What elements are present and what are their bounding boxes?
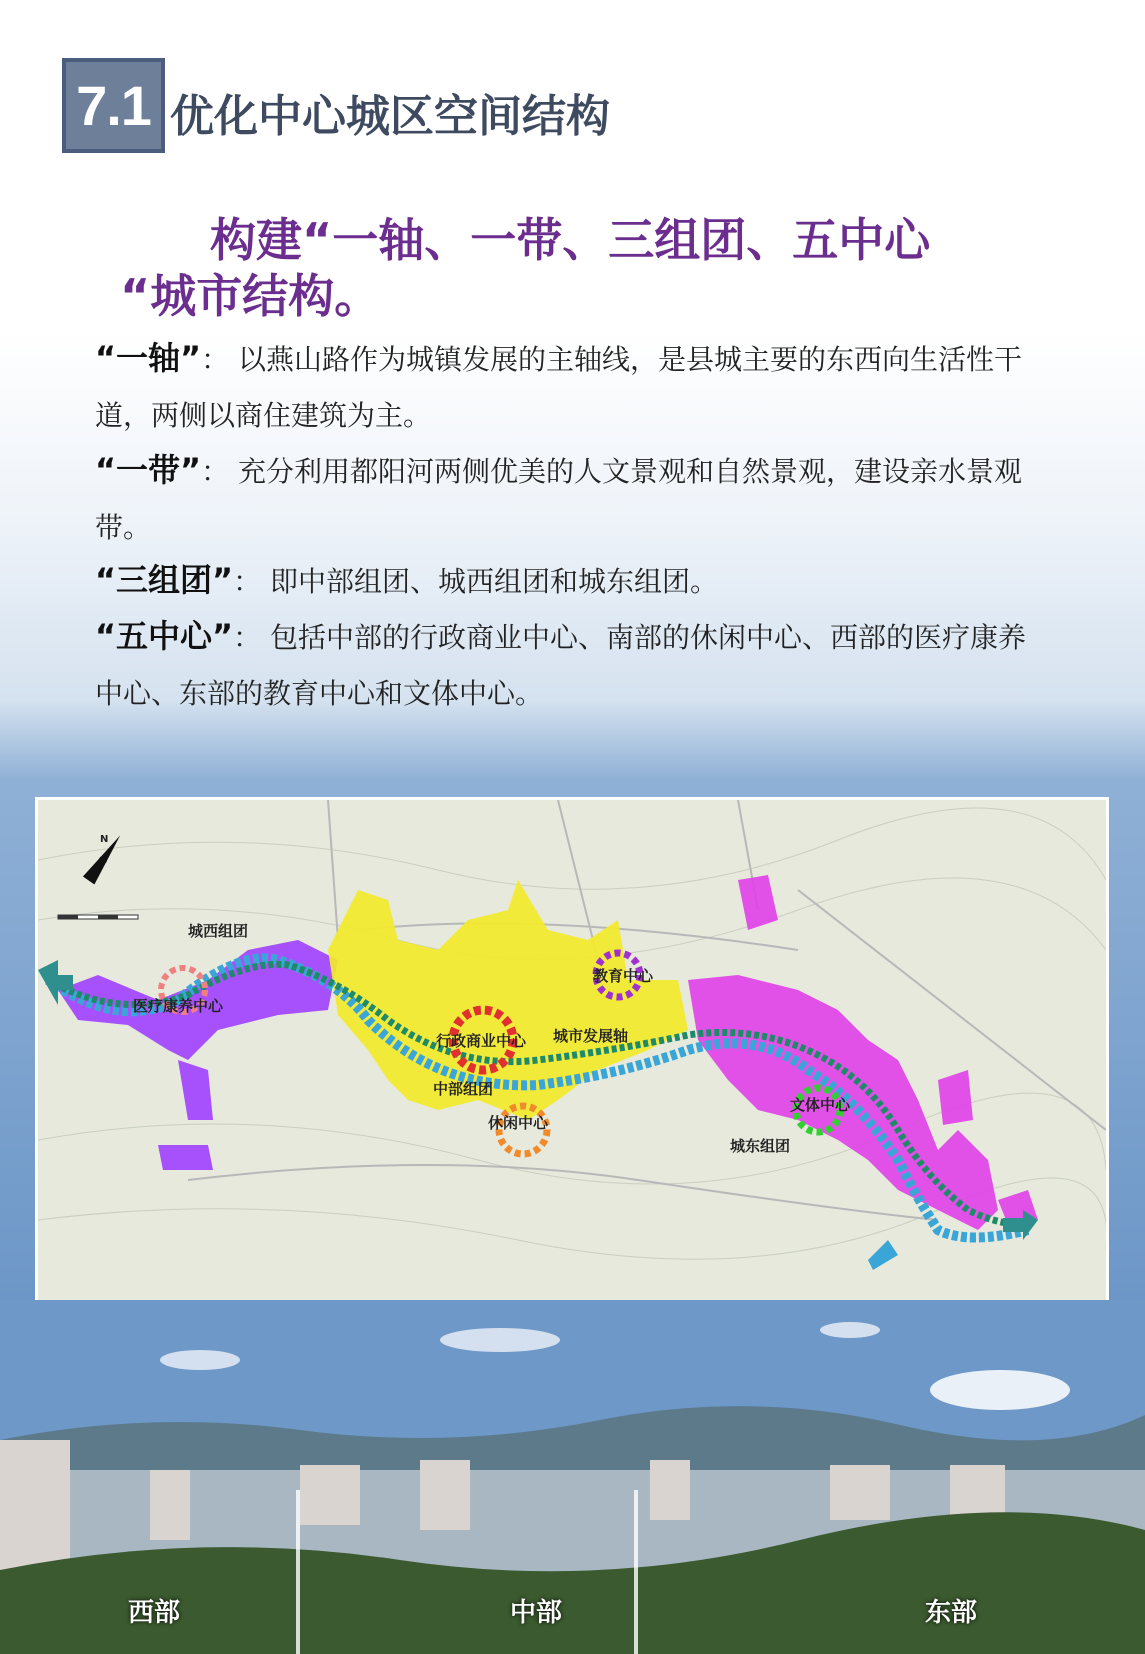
photo-divider: [634, 1490, 638, 1654]
paragraph-centers: [95, 608, 1045, 722]
paragraph-colon: ：: [233, 621, 262, 654]
paragraph-term: “一带”: [95, 451, 202, 489]
paragraph-colon: ：: [201, 343, 230, 376]
axis-label: 城市发展轴: [553, 1027, 629, 1045]
paragraph-colon: ：: [201, 455, 230, 488]
paragraph-colon: ：: [233, 565, 262, 598]
structure-map: [38, 800, 1106, 1300]
map-graphic: [38, 800, 1106, 1300]
leisure-center-label: 休闲中心: [488, 1114, 549, 1132]
headline-line-2: “城市结构。: [120, 269, 381, 323]
admin-center-label: 行政商业中心: [436, 1032, 527, 1050]
paragraph-text: 包括中部的行政商业中心、南部的休闲中心、西部的医疗康养中心、东部的教育中心和文体中心。: [95, 621, 1027, 710]
paragraph-term: “五中心”: [95, 617, 234, 655]
region-west-label: 西部: [128, 1598, 181, 1628]
region-east-label: 东部: [925, 1598, 978, 1628]
scale-bar: [58, 915, 138, 919]
section-number: 7.1: [76, 74, 151, 137]
page-title: 优化中心城区空间结构: [170, 91, 610, 142]
west-cluster-label: 城西组团: [188, 922, 249, 940]
paragraph-text: 以燕山路作为城镇发展的主轴线，是县城主要的东西向生活性干道，两侧以商住建筑为主。: [95, 343, 1023, 432]
culture-center-label: 文体中心: [790, 1096, 851, 1114]
medical-center-label: 医疗康养中心: [133, 997, 224, 1015]
paragraph-axis: [95, 330, 1045, 444]
north-label: N: [100, 834, 109, 845]
section-number-box: [62, 58, 165, 153]
east-cluster-label: 城东组团: [730, 1137, 791, 1155]
paragraph-belt: [95, 442, 1045, 556]
region-central-label: 中部: [510, 1598, 563, 1628]
central-cluster-label: 中部组团: [433, 1080, 494, 1098]
education-center-label: 教育中心: [593, 967, 654, 985]
paragraph-clusters: [95, 552, 1045, 610]
paragraph-term: “三组团”: [95, 561, 234, 599]
headline: [120, 212, 1020, 324]
photo-divider: [296, 1490, 300, 1654]
paragraph-term: “一轴”: [95, 339, 202, 377]
paragraph-text: 充分利用都阳河两侧优美的人文景观和自然景观，建设亲水景观带。: [95, 455, 1023, 544]
paragraph-text: 即中部组团、城西组团和城东组团。: [270, 565, 719, 598]
headline-line-1: 构建“一轴、一带、三组团、五中心: [210, 213, 931, 267]
